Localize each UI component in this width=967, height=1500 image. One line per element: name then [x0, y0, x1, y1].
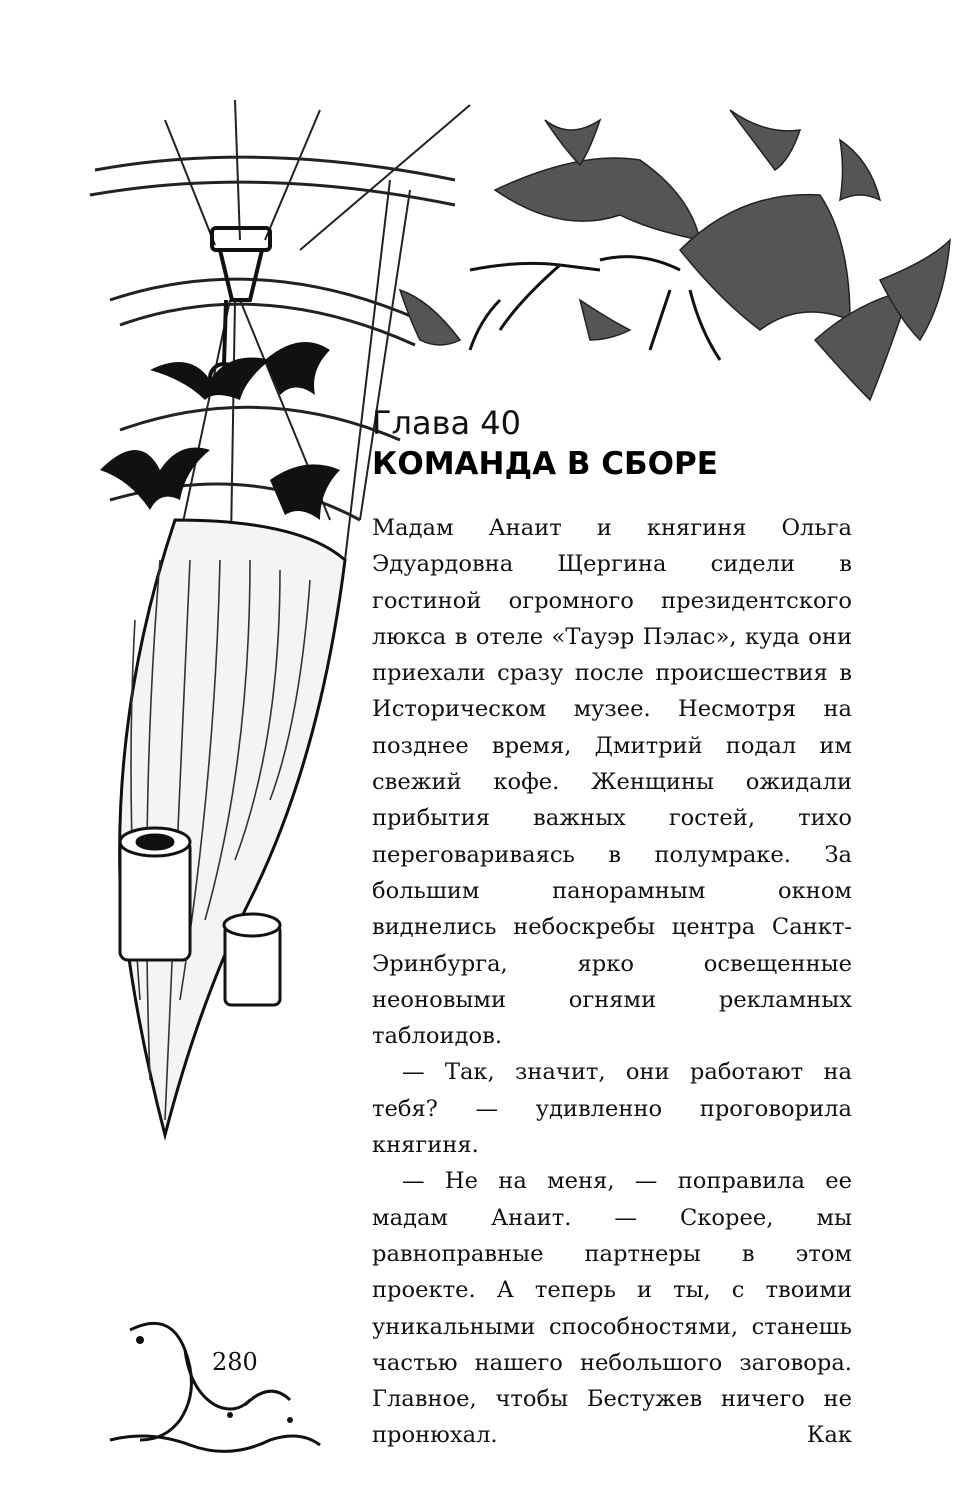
chapter-title: КОМАНДА В СБОРЕ: [372, 446, 718, 482]
paragraph: Мадам Анаит и княгиня Ольга Эдуардовна Щергина сидели в гостиной огромного президентского люкса в отеле «Тауэр Пэлас», куда они приехали сразу после происшествия в Историческом музее. Несмотря на позднее время, Дмитрий подал им свежий кофе. Женщины ожидали прибытия важных гостей, тихо переговариваясь в полумраке. За большим панорамным окном виднелись небоскребы центра Санкт-Эринбурга, ярко освещенные неоновыми огнями рекламных таблоидов.: [372, 515, 852, 1050]
paragraph: — Не на меня, — поправила ее мадам Анаит. — Скорее, мы равноправные партнеры в этом проекте. А теперь и ты, с твоими уникальными способностями, станешь частью нашего небольшого заговора. Главное, чтобы Бестужев ничего не пронюхал. Как: [372, 1168, 852, 1449]
chapter-label: Глава 40: [372, 404, 521, 442]
body-text: [372, 510, 852, 1454]
page-number: 280: [212, 1348, 258, 1376]
paragraph: — Так, значит, они работают на тебя? — удивленно проговорила княгиня.: [372, 1059, 852, 1159]
